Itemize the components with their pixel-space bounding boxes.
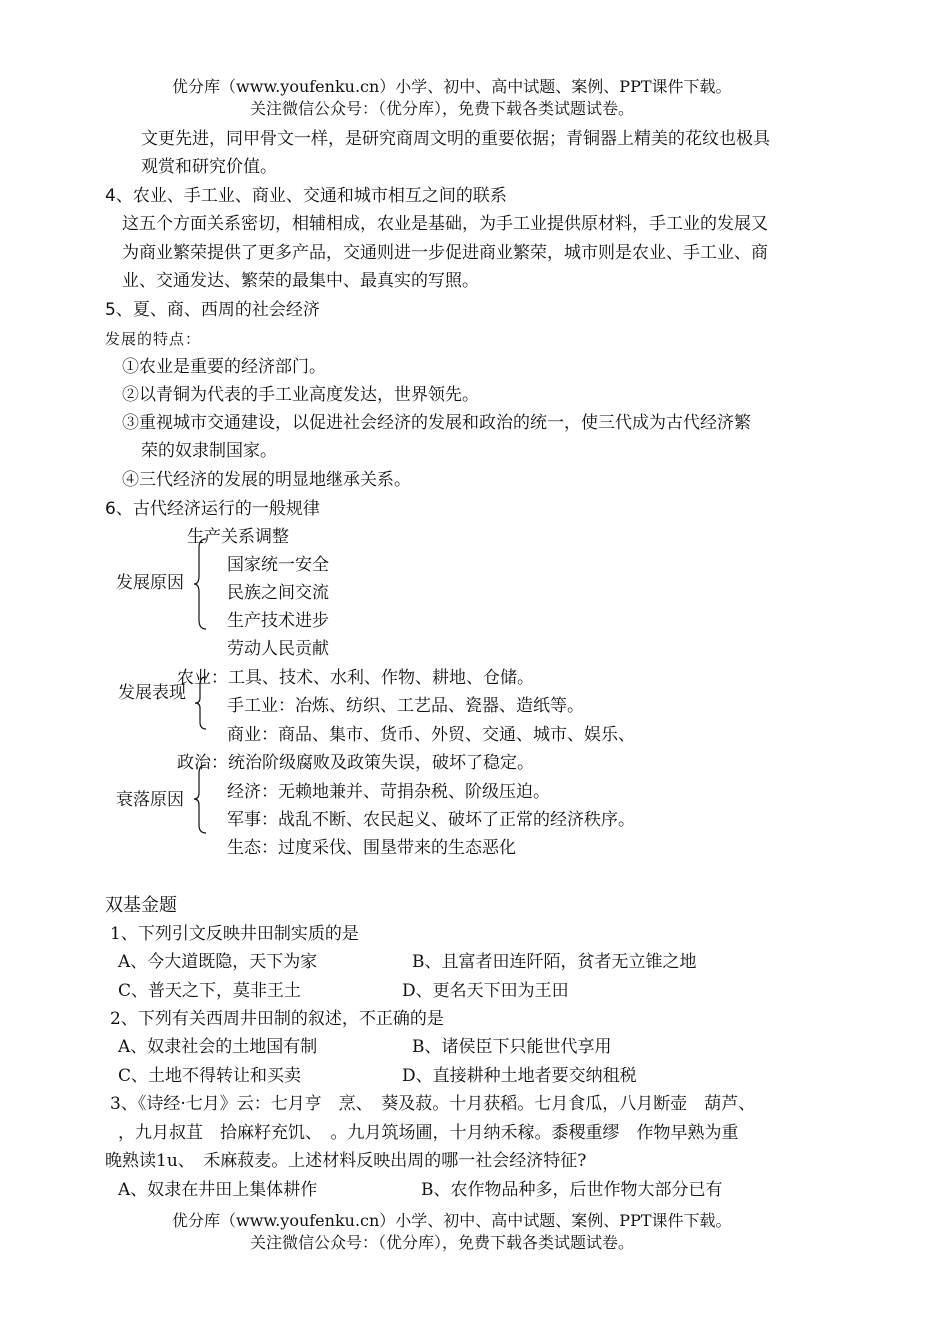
cause-item-3: 民族之间交流 — [227, 583, 329, 603]
cause-item-2: 国家统一安全 — [227, 555, 329, 575]
q1-option-b: B、且富者田连阡陌，贫者无立锥之地 — [412, 952, 697, 972]
decline-label: 衰落原因 — [116, 790, 184, 810]
exercises-title: 双基金题 — [105, 895, 177, 916]
q2-option-c: C、土地不得转让和买卖 — [118, 1066, 302, 1086]
section-5-subheading: 发展的特点： — [105, 330, 202, 348]
section-5-point-3a: ③重视城市交通建设，以促进社会经济的发展和政治的统一，使三代成为古代经济繁 — [122, 413, 751, 433]
performance-label: 发展表现 — [118, 683, 186, 703]
section-5-point-4: ④三代经济的发展的明显地继承关系。 — [122, 470, 411, 490]
header-line-2: 关注微信公众号：（优分库），免费下载各类试题试卷。 — [250, 99, 635, 118]
decline-item-3: 军事：战乱不断、农民起义、破坏了正常的经济秩序。 — [227, 810, 635, 830]
decline-item-4: 生态：过度采伐、围垦带来的生态恶化 — [227, 838, 516, 858]
q2-stem: 2、下列有关西周井田制的叙述，不正确的是 — [110, 1009, 444, 1029]
q3-option-a: A、奴隶在井田上集体耕作 — [118, 1180, 318, 1200]
decline-item-1: 政治：统治阶级腐败及政策失误，破坏了稳定。 — [177, 753, 534, 773]
section-4-line-1: 这五个方面关系密切，相辅相成，农业是基础，为手工业提供原材料，手工业的发展又 — [122, 214, 768, 234]
decline-item-2: 经济：无赖地兼并、苛捐杂税、阶级压迫。 — [227, 782, 550, 802]
cause-label: 发展原因 — [116, 573, 184, 593]
section-4-line-2: 为商业繁荣提供了更多产品，交通则进一步促进商业繁荣，城市则是农业、手工业、商 — [122, 243, 768, 263]
q2-option-d: D、直接耕种土地者要交纳租税 — [402, 1066, 637, 1086]
intro-line-1: 文更先进，同甲骨文一样，是研究商周文明的重要依据；青铜器上精美的花纹也极具 — [141, 129, 770, 149]
performance-item-1: 农业：工具、技术、水利、作物、耕地、仓储。 — [177, 668, 534, 688]
footer-line-2: 关注微信公众号：（优分库），免费下载各类试题试卷。 — [250, 1233, 635, 1252]
q2-option-a: A、奴隶社会的土地国有制 — [118, 1037, 318, 1057]
section-4-line-3: 业、交通发达、繁荣的最集中、最真实的写照。 — [122, 271, 479, 291]
cause-item-5: 劳动人民贡献 — [227, 639, 329, 659]
section-5-point-3b: 荣的奴隶制国家。 — [141, 441, 277, 461]
q1-option-c: C、普天之下，莫非王土 — [118, 981, 302, 1001]
footer-line-1: 优分库（www.youfenku.cn）小学、初中、高中试题、案例、PPT课件下载。 — [172, 1211, 732, 1230]
q2-option-b: B、诸侯臣下只能世代享用 — [412, 1037, 612, 1057]
performance-brace-icon — [194, 676, 208, 730]
section-5-point-2: ②以青铜为代表的手工业高度发达，世界领先。 — [122, 385, 479, 405]
q1-option-a: A、今大道既隐，天下为家 — [118, 952, 318, 972]
section-5-heading: 5、夏、商、西周的社会经济 — [105, 300, 320, 320]
intro-line-2: 观赏和研究价值。 — [141, 157, 277, 177]
section-5-point-1: ①农业是重要的经济部门。 — [122, 357, 326, 377]
cause-item-1: 生产关系调整 — [187, 527, 289, 547]
header-line-1: 优分库（www.youfenku.cn）小学、初中、高中试题、案例、PPT课件下载。 — [172, 77, 732, 96]
performance-item-3: 商业：商品、集市、货币、外贸、交通、城市、娱乐、 — [227, 725, 635, 745]
q1-option-d: D、更名天下田为王田 — [402, 981, 569, 1001]
q1-stem: 1、下列引文反映井田制实质的是 — [110, 924, 359, 944]
cause-brace-icon — [193, 538, 209, 630]
decline-brace-icon — [193, 764, 209, 834]
cause-item-4: 生产技术进步 — [227, 611, 329, 631]
section-4-heading: 4、农业、手工业、商业、交通和城市相互之间的联系 — [105, 186, 507, 206]
q3-stem-line-3: 晚熟读1u、 禾麻菽麦。上述材料反映出周的哪一社会经济特征? — [105, 1151, 587, 1171]
section-6-heading: 6、古代经济运行的一般规律 — [105, 499, 320, 519]
q3-stem-line-1: 3、《诗经·七月》云：七月亨 烹、 葵及菽。十月获稻。七月食瓜，八月断壶 葫芦、 — [110, 1094, 756, 1114]
q3-stem-line-2: ，九月叔苴 拾麻籽充饥、 。九月筑场圃，十月纳禾稼。黍稷重缪 作物早熟为重 — [118, 1123, 739, 1143]
performance-item-2: 手工业：冶炼、纺织、工艺品、瓷器、造纸等。 — [227, 696, 584, 716]
q3-option-b: B、农作物品种多，后世作物大部分已有 — [421, 1180, 723, 1200]
